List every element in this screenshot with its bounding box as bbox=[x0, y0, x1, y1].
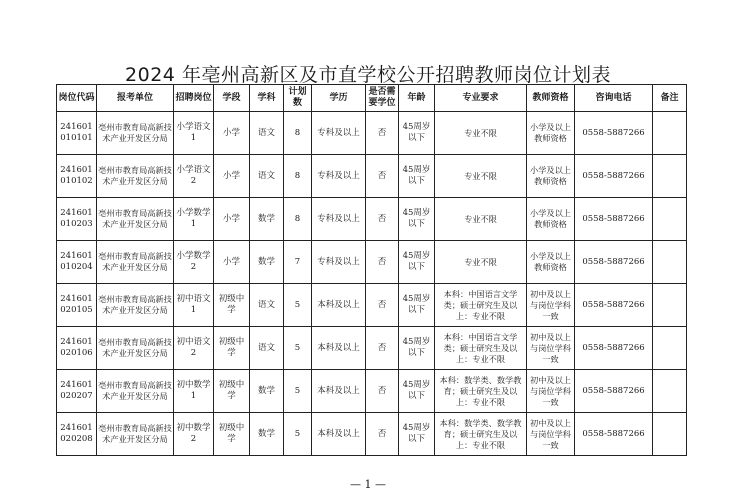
cell-post: 初中数学1 bbox=[174, 370, 214, 413]
cell-count: 5 bbox=[284, 284, 312, 327]
cell-post: 初中语文2 bbox=[174, 327, 214, 370]
cell-unit: 亳州市教育局高新技术产业开发区分局 bbox=[97, 112, 174, 155]
table-row bbox=[57, 370, 687, 413]
cell-major: 专业不限 bbox=[435, 198, 527, 241]
header-note: 备注 bbox=[653, 85, 687, 112]
cell-major: 本科：数学类、数学教育；硕士研究生及以上：专业不限 bbox=[435, 370, 527, 413]
cell-phone: 0558-5887266 bbox=[575, 155, 653, 198]
cell-post: 小学语文2 bbox=[174, 155, 214, 198]
cell-degree: 否 bbox=[366, 413, 399, 456]
cell-subject: 数学 bbox=[250, 241, 284, 284]
cell-post: 初中数学2 bbox=[174, 413, 214, 456]
cell-stage: 初级中学 bbox=[214, 327, 250, 370]
cell-count: 8 bbox=[284, 198, 312, 241]
cell-unit: 亳州市教育局高新技术产业开发区分局 bbox=[97, 198, 174, 241]
cell-phone: 0558-5887266 bbox=[575, 241, 653, 284]
cell-stage: 小学 bbox=[214, 155, 250, 198]
cell-qualification: 小学及以上教师资格 bbox=[527, 241, 575, 284]
header-subject: 学科 bbox=[250, 85, 284, 112]
cell-note bbox=[653, 241, 687, 284]
table-row bbox=[57, 413, 687, 456]
cell-education: 专科及以上 bbox=[312, 112, 366, 155]
table-row bbox=[57, 327, 687, 370]
cell-code: 241601020106 bbox=[57, 327, 97, 370]
cell-age: 45周岁以下 bbox=[399, 413, 435, 456]
cell-degree: 否 bbox=[366, 284, 399, 327]
cell-education: 专科及以上 bbox=[312, 155, 366, 198]
cell-stage: 小学 bbox=[214, 112, 250, 155]
header-degree: 是否需要学位 bbox=[366, 85, 399, 112]
page-number: — 1 — bbox=[350, 478, 386, 491]
cell-code: 241601010204 bbox=[57, 241, 97, 284]
cell-code: 241601010101 bbox=[57, 112, 97, 155]
recruitment-plan-table bbox=[56, 84, 687, 456]
cell-major: 专业不限 bbox=[435, 241, 527, 284]
cell-major: 专业不限 bbox=[435, 112, 527, 155]
cell-age: 45周岁以下 bbox=[399, 327, 435, 370]
cell-note bbox=[653, 327, 687, 370]
cell-major: 专业不限 bbox=[435, 155, 527, 198]
cell-phone: 0558-5887266 bbox=[575, 198, 653, 241]
cell-post: 小学数学1 bbox=[174, 198, 214, 241]
cell-stage: 初级中学 bbox=[214, 284, 250, 327]
cell-unit: 亳州市教育局高新技术产业开发区分局 bbox=[97, 241, 174, 284]
cell-age: 45周岁以下 bbox=[399, 241, 435, 284]
cell-count: 5 bbox=[284, 413, 312, 456]
header-row bbox=[57, 85, 687, 112]
cell-major: 本科：中国语言文学类；硕士研究生及以上：专业不限 bbox=[435, 327, 527, 370]
cell-unit: 亳州市教育局高新技术产业开发区分局 bbox=[97, 413, 174, 456]
header-unit: 报考单位 bbox=[97, 85, 174, 112]
cell-degree: 否 bbox=[366, 370, 399, 413]
cell-degree: 否 bbox=[366, 112, 399, 155]
cell-code: 241601020207 bbox=[57, 370, 97, 413]
header-major: 专业要求 bbox=[435, 85, 527, 112]
cell-code: 241601010102 bbox=[57, 155, 97, 198]
cell-education: 专科及以上 bbox=[312, 241, 366, 284]
table-row bbox=[57, 284, 687, 327]
cell-count: 8 bbox=[284, 112, 312, 155]
cell-unit: 亳州市教育局高新技术产业开发区分局 bbox=[97, 155, 174, 198]
cell-subject: 语文 bbox=[250, 327, 284, 370]
table-row bbox=[57, 198, 687, 241]
cell-qualification: 小学及以上教师资格 bbox=[527, 198, 575, 241]
cell-age: 45周岁以下 bbox=[399, 284, 435, 327]
cell-degree: 否 bbox=[366, 198, 399, 241]
cell-note bbox=[653, 155, 687, 198]
cell-count: 5 bbox=[284, 327, 312, 370]
header-count: 计划数 bbox=[284, 85, 312, 112]
cell-code: 241601020208 bbox=[57, 413, 97, 456]
cell-subject: 数学 bbox=[250, 198, 284, 241]
document-title: 2024 年亳州高新区及市直学校公开招聘教师岗位计划表 bbox=[125, 64, 611, 86]
cell-count: 7 bbox=[284, 241, 312, 284]
cell-post: 小学语文1 bbox=[174, 112, 214, 155]
cell-phone: 0558-5887266 bbox=[575, 112, 653, 155]
cell-stage: 初级中学 bbox=[214, 370, 250, 413]
cell-qualification: 初中及以上与岗位学科一致 bbox=[527, 284, 575, 327]
cell-note bbox=[653, 370, 687, 413]
cell-stage: 小学 bbox=[214, 198, 250, 241]
cell-education: 本科及以上 bbox=[312, 413, 366, 456]
header-age: 年龄 bbox=[399, 85, 435, 112]
cell-code: 241601020105 bbox=[57, 284, 97, 327]
header-education: 学历 bbox=[312, 85, 366, 112]
table-row bbox=[57, 112, 687, 155]
cell-note bbox=[653, 284, 687, 327]
cell-education: 本科及以上 bbox=[312, 327, 366, 370]
cell-note bbox=[653, 198, 687, 241]
cell-unit: 亳州市教育局高新技术产业开发区分局 bbox=[97, 327, 174, 370]
cell-qualification: 小学及以上教师资格 bbox=[527, 112, 575, 155]
header-phone: 咨询电话 bbox=[575, 85, 653, 112]
cell-qualification: 初中及以上与岗位学科一致 bbox=[527, 327, 575, 370]
cell-count: 8 bbox=[284, 155, 312, 198]
cell-age: 45周岁以下 bbox=[399, 155, 435, 198]
cell-stage: 小学 bbox=[214, 241, 250, 284]
cell-age: 45周岁以下 bbox=[399, 198, 435, 241]
cell-education: 本科及以上 bbox=[312, 370, 366, 413]
table-body bbox=[57, 112, 687, 456]
header-code: 岗位代码 bbox=[57, 85, 97, 112]
cell-age: 45周岁以下 bbox=[399, 112, 435, 155]
header-post: 招聘岗位 bbox=[174, 85, 214, 112]
cell-post: 小学数学2 bbox=[174, 241, 214, 284]
cell-note bbox=[653, 413, 687, 456]
table-header bbox=[57, 85, 687, 112]
cell-phone: 0558-5887266 bbox=[575, 327, 653, 370]
cell-subject: 数学 bbox=[250, 413, 284, 456]
cell-code: 241601010203 bbox=[57, 198, 97, 241]
cell-education: 本科及以上 bbox=[312, 284, 366, 327]
header-qualification: 教师资格 bbox=[527, 85, 575, 112]
cell-major: 本科：中国语言文学类；硕士研究生及以上：专业不限 bbox=[435, 284, 527, 327]
cell-stage: 初级中学 bbox=[214, 413, 250, 456]
cell-unit: 亳州市教育局高新技术产业开发区分局 bbox=[97, 284, 174, 327]
cell-post: 初中语文1 bbox=[174, 284, 214, 327]
cell-note bbox=[653, 112, 687, 155]
cell-qualification: 初中及以上与岗位学科一致 bbox=[527, 413, 575, 456]
cell-count: 5 bbox=[284, 370, 312, 413]
cell-degree: 否 bbox=[366, 327, 399, 370]
table-row bbox=[57, 241, 687, 284]
cell-degree: 否 bbox=[366, 241, 399, 284]
cell-qualification: 初中及以上与岗位学科一致 bbox=[527, 370, 575, 413]
cell-phone: 0558-5887266 bbox=[575, 284, 653, 327]
cell-phone: 0558-5887266 bbox=[575, 413, 653, 456]
cell-phone: 0558-5887266 bbox=[575, 370, 653, 413]
cell-subject: 语文 bbox=[250, 284, 284, 327]
cell-education: 专科及以上 bbox=[312, 198, 366, 241]
cell-subject: 语文 bbox=[250, 112, 284, 155]
cell-age: 45周岁以下 bbox=[399, 370, 435, 413]
table-row bbox=[57, 155, 687, 198]
cell-degree: 否 bbox=[366, 155, 399, 198]
cell-major: 本科：数学类、数学教育；硕士研究生及以上：专业不限 bbox=[435, 413, 527, 456]
header-stage: 学段 bbox=[214, 85, 250, 112]
cell-subject: 语文 bbox=[250, 155, 284, 198]
cell-qualification: 小学及以上教师资格 bbox=[527, 155, 575, 198]
cell-subject: 数学 bbox=[250, 370, 284, 413]
cell-unit: 亳州市教育局高新技术产业开发区分局 bbox=[97, 370, 174, 413]
